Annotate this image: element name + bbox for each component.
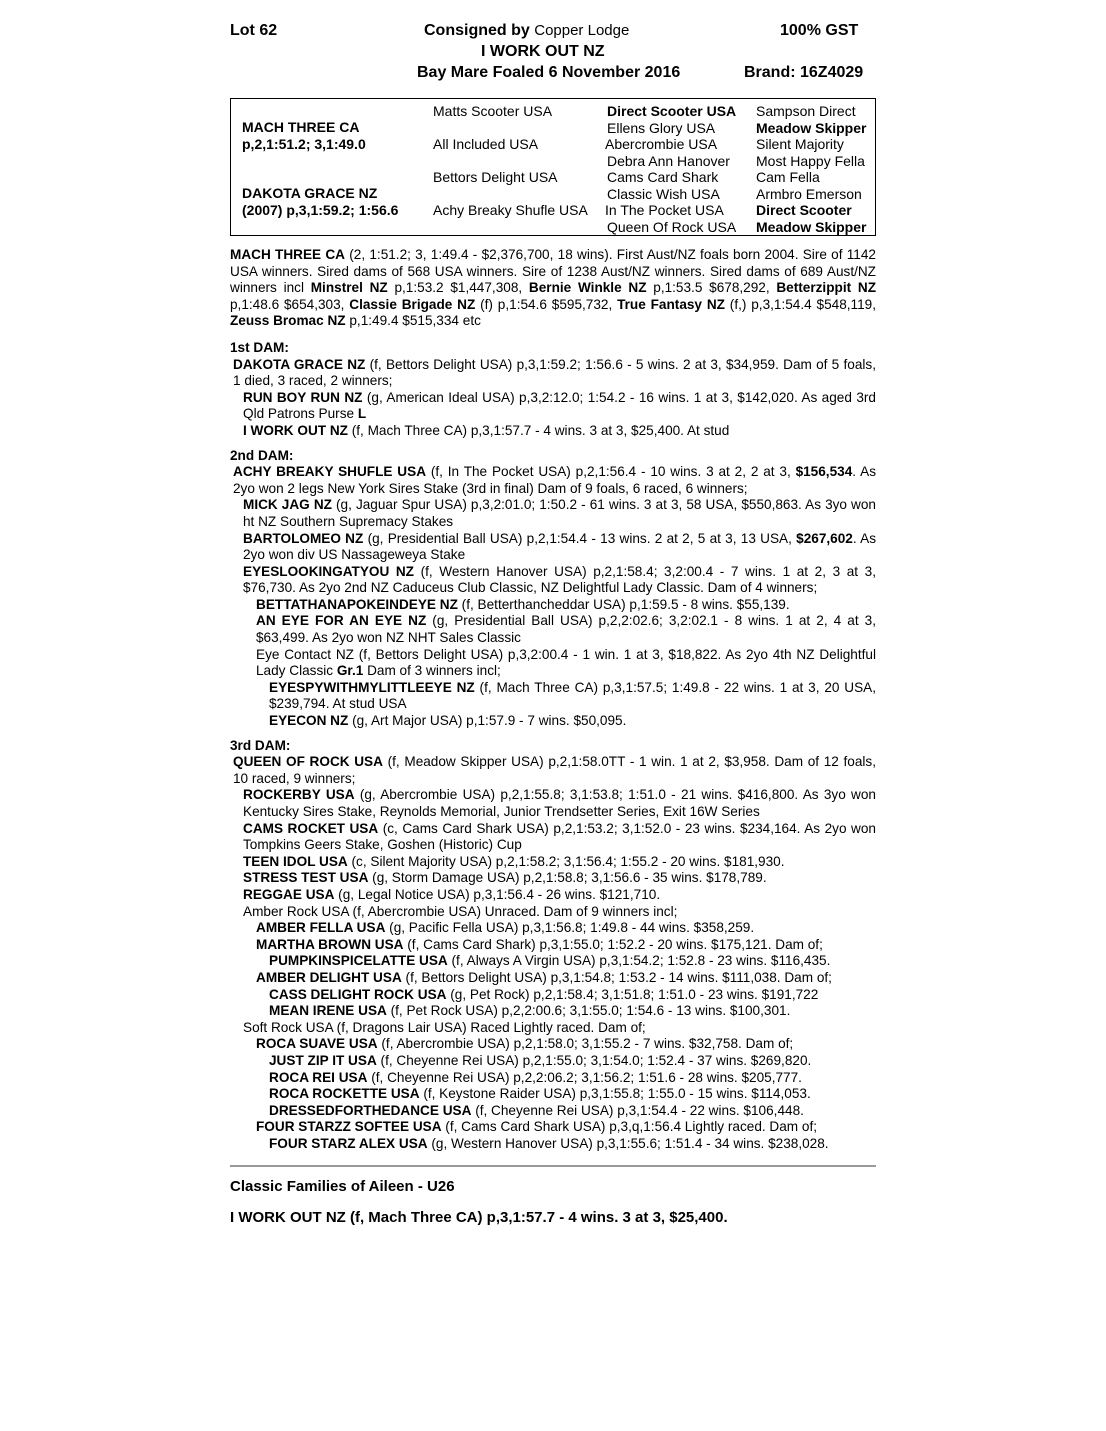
consignor-name: Copper Lodge <box>534 22 630 39</box>
dam-entry: ROCKERBY USA (g, Abercrombie USA) p,2,1:55.8; 3,1:53.8; 1:51.0 - 21 wins. $416,800. As 3yo won Kentucky Sires Stake, Reynolds Memorial, Junior Trendsetter Series, Exit 16W Series <box>243 787 876 819</box>
dam-entry: Eye Contact NZ (f, Bettors Delight USA) p,3,2:00.4 - 1 win. 1 at 3, $18,822. As 2yo 4th NZ Delightful Lady Classic Gr.1 Dam of 3 winners incl; <box>256 646 876 679</box>
ped-g3: Queen Of Rock USA <box>607 219 737 235</box>
ped-g3: Direct Scooter USA <box>607 103 737 119</box>
dam-entry: Amber Rock USA (f, Abercrombie USA) Unraced. Dam of 9 winners incl; <box>243 903 678 919</box>
ped-g2: All Included USA <box>433 136 539 152</box>
dam-entry: MICK JAG NZ (g, Jaguar Spur USA) p,3,2:01.0; 1:50.2 - 61 wins. 3 at 3, 58 USA, $550,863. As 3yo won ht NZ Southern Supremacy Stakes <box>243 497 876 529</box>
sire-paragraph: MACH THREE CA (2, 1:51.2; 3, 1:49.4 - $2,376,700, 18 wins). First Aust/NZ foals born 2004. Sire of 1142 USA winners. Sired dams of 568 USA winners. Sire of 1238 Aust/NZ winners. Sired dams of 689 Aust/NZ winners incl Minstrel NZ p,1:53.2 $1,447,308, Bernie Winkle NZ p,1:53.5 $678,292, Betterzippit NZ p,1:48.6 $654,303, Classie Brigade NZ (f) p,1:54.6 $595,732, True Fantasy NZ (f,) p,3,1:54.4 $548,119, Zeuss Bromac NZ p,1:49.4 $515,334 etc <box>230 247 876 329</box>
ped-g3: Cams Card Shark <box>607 169 719 185</box>
dam-entry: STRESS TEST USA (g, Storm Damage USA) p,2,1:58.8; 3,1:56.6 - 35 wins. $178,789. <box>243 870 767 886</box>
gst-label: 100% GST <box>780 22 859 39</box>
dam-entry: EYECON NZ (g, Art Major USA) p,1:57.9 - 7 wins. $50,095. <box>269 713 627 729</box>
family-line: Classic Families of Aileen - U26 <box>230 1178 455 1196</box>
dam-entry: REGGAE USA (g, Legal Notice USA) p,3,1:56.4 - 26 wins. $121,710. <box>243 886 661 902</box>
catalogue-page <box>230 22 876 1226</box>
dam-entry: DRESSEDFORTHEDANCE USA (f, Cheyenne Rei USA) p,3,1:54.4 - 22 wins. $106,448. <box>269 1102 804 1118</box>
dam-entry: EYESLOOKINGATYOU NZ (f, Western Hanover USA) p,2,1:58.4; 3,2:00.4 - 7 wins. 1 at 2, 3 at 3, $76,730. As 2yo 2nd NZ Caduceus Club Classic, NZ Delightful Lady Classic. Dam of 4 winners; <box>243 563 876 596</box>
dam-entry: Soft Rock USA (f, Dragons Lair USA) Raced Lightly raced. Dam of; <box>243 1019 646 1035</box>
dam-entry: ACHY BREAKY SHUFLE USA (f, In The Pocket USA) p,2,1:56.4 - 10 wins. 3 at 2, 2 at 3, $156,534. As 2yo won 2 legs New York Sires Stake (3rd in final) Dam of 9 foals, 6 raced, 6 winners; <box>233 464 876 496</box>
ped-g3: Debra Ann Hanover <box>607 153 730 169</box>
section-divider <box>230 1165 876 1167</box>
dam-entry: CAMS ROCKET USA (c, Cams Card Shark USA) p,2,1:53.2; 3,1:52.0 - 23 wins. $234,164. As 2yo won Tompkins Geers Stake, Goshen (Historic) Cup <box>243 820 876 853</box>
ped-dam-record: (2007) p,3,1:59.2; 1:56.6 <box>242 202 399 218</box>
ped-g4: Most Happy Fella <box>756 153 865 169</box>
dam-entry: PUMPKINSPICELATTE USA (f, Always A Virgin USA) p,3,1:54.2; 1:52.8 - 23 wins. $116,435. <box>269 953 831 969</box>
horse-description: Bay Mare Foaled 6 November 2016 <box>417 64 681 81</box>
dam-entry: RUN BOY RUN NZ (g, American Ideal USA) p,3,2:12.0; 1:54.2 - 16 wins. 1 at 3, $142,020. As aged 3rd Qld Patrons Purse L <box>243 389 876 422</box>
ped-g2: Bettors Delight USA <box>433 169 558 185</box>
dam-entry: FOUR STARZZ SOFTEE USA (f, Cams Card Shark USA) p,3,q,1:56.4 Lightly raced. Dam of; <box>256 1119 818 1135</box>
dam-entry: AMBER FELLA USA (g, Pacific Fella USA) p,3,1:56.8; 1:49.8 - 44 wins. $358,259. <box>256 920 755 936</box>
ped-dam: DAKOTA GRACE NZ <box>242 185 378 201</box>
brand: Brand: 16Z4029 <box>744 64 864 81</box>
ped-g4: Meadow Skipper <box>756 219 867 235</box>
ped-g4: Direct Scooter <box>756 202 852 218</box>
dam-entry: ROCA REI USA (f, Cheyenne Rei USA) p,2,2:06.2; 3,1:56.2; 1:51.6 - 28 wins. $205,777. <box>269 1069 802 1085</box>
dam-entry: MEAN IRENE USA (f, Pet Rock USA) p,2,2:00.6; 3,1:55.0; 1:54.6 - 13 wins. $100,301. <box>269 1003 791 1019</box>
ped-g3: In The Pocket USA <box>605 202 724 218</box>
dam-entry: JUST ZIP IT USA (f, Cheyenne Rei USA) p,2,1:55.0; 3,1:54.0; 1:52.4 - 37 wins. $269,820. <box>269 1052 812 1068</box>
dam-entry: DAKOTA GRACE NZ (f, Bettors Delight USA) p,3,1:59.2; 1:56.6 - 5 wins. 2 at 3, $34,959. Dam of 5 foals, 1 died, 3 raced, 2 winners; <box>233 356 876 389</box>
ped-g3: Abercrombie USA <box>605 136 718 152</box>
ped-g4: Armbro Emerson <box>756 186 862 202</box>
ped-g2: Achy Breaky Shufle USA <box>433 202 588 218</box>
ped-g3: Ellens Glory USA <box>607 120 716 136</box>
dam-entry: BARTOLOMEO NZ (g, Presidential Ball USA) p,2,1:54.4 - 13 wins. 2 at 2, 5 at 3, 13 USA, $267,602. As 2yo won div US Nassageweya Stake <box>243 530 876 563</box>
dam-entry: CASS DELIGHT ROCK USA (g, Pet Rock) p,2,1:58.4; 3,1:51.8; 1:51.0 - 23 wins. $191,722 <box>269 986 819 1002</box>
dam-entry: FOUR STARZ ALEX USA (g, Western Hanover USA) p,3,1:55.6; 1:51.4 - 34 wins. $238,028. <box>269 1135 829 1151</box>
ped-g4: Cam Fella <box>756 169 820 185</box>
dam-entry: AN EYE FOR AN EYE NZ (g, Presidential Ball USA) p,2,2:02.6; 3,2:02.1 - 8 wins. 1 at 2, 4 at 3, $63,499. As 2yo won NZ NHT Sales Classic <box>256 613 876 646</box>
dam-entry: EYESPYWITHMYLITTLEEYE NZ (f, Mach Three CA) p,3,1:57.5; 1:49.8 - 22 wins. 1 at 3, 20 USA, $239,794. At stud USA <box>269 679 876 712</box>
consigned-by <box>424 22 629 40</box>
dam-entry: QUEEN OF ROCK USA (f, Meadow Skipper USA) p,2,1:58.0TT - 1 win. 1 at 2, $3,958. Dam of 12 foals, 10 raced, 9 winners; <box>233 754 876 786</box>
dam-entry: I WORK OUT NZ (f, Mach Three CA) p,3,1:57.7 - 4 wins. 3 at 3, $25,400. At stud <box>243 422 730 438</box>
consigned-prefix: Consigned by <box>424 22 530 39</box>
dam-entry: ROCA SUAVE USA (f, Abercrombie USA) p,2,1:58.0; 3,1:55.2 - 7 wins. $32,758. Dam of; <box>256 1036 794 1052</box>
ped-g2: Matts Scooter USA <box>433 103 553 119</box>
dam-entry: TEEN IDOL USA (c, Silent Majority USA) p,2,1:58.2; 3,1:56.4; 1:55.2 - 20 wins. $181,930. <box>243 853 785 869</box>
horse-name: I WORK OUT NZ <box>481 43 605 60</box>
first-dam-heading: 1st DAM: <box>230 339 289 355</box>
dam-entry: MARTHA BROWN USA (f, Cams Card Shark) p,3,1:55.0; 1:52.2 - 20 wins. $175,121. Dam of; <box>256 936 823 952</box>
dam-entry: ROCA ROCKETTE USA (f, Keystone Raider USA) p,3,1:55.8; 1:55.0 - 15 wins. $114,053. <box>269 1086 811 1102</box>
ped-g4: Meadow Skipper <box>756 120 867 136</box>
third-dam-heading: 3rd DAM: <box>230 737 291 753</box>
dam-entry: AMBER DELIGHT USA (f, Bettors Delight USA) p,3,1:54.8; 1:53.2 - 14 wins. $111,038. Dam of; <box>256 969 832 985</box>
ped-sire-record: p,2,1:51.2; 3,1:49.0 <box>242 136 366 152</box>
lot-number: Lot 62 <box>230 22 278 39</box>
ped-g3: Classic Wish USA <box>607 186 720 202</box>
lot-header <box>230 22 876 88</box>
ped-sire: MACH THREE CA <box>242 119 360 135</box>
summary-line: I WORK OUT NZ (f, Mach Three CA) p,3,1:57.7 - 4 wins. 3 at 3, $25,400. <box>230 1209 728 1227</box>
ped-g4: Silent Majority <box>756 136 844 152</box>
ped-g4: Sampson Direct <box>756 103 856 119</box>
dam-entry: BETTATHANAPOKEINDEYE NZ (f, Betterthancheddar USA) p,1:59.5 - 8 wins. $55,139. <box>256 596 790 612</box>
pedigree-table <box>230 98 876 236</box>
second-dam-heading: 2nd DAM: <box>230 447 294 463</box>
